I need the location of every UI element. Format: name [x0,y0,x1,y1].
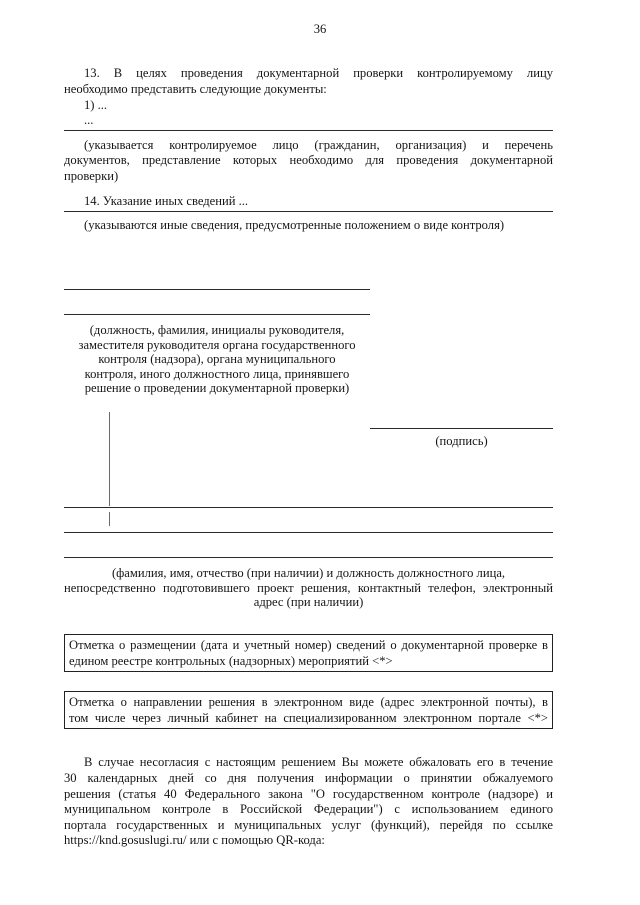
page-number: 36 [313,22,327,36]
official-caption-line2: заместителя руководителя органа государственного [78,337,356,352]
preparer-line-2 [64,532,553,533]
official-caption-line3: контроля (надзора), органа муниципального [98,352,336,367]
registry-mark-line1: Отметка о размещении (дата и учетный номер) сведений о документарной проверке в [69,638,548,652]
appeal-line1: В случае несогласия с настоящим решением Вы можете обжаловать его в течение [84,755,553,769]
scan-mark [109,512,110,526]
appeal-line4: муниципальном контроле в Российской Федерации") с использованием единого [64,802,553,817]
preparer-caption-line1: (фамилия, имя, отчество (при наличии) и должность должностного лица, [111,566,506,580]
preparer-line-3 [64,557,553,558]
note-13-line1: (указывается контролируемое лицо (гражданин, организация) и перечень [84,138,553,152]
preparer-caption-line3: адрес (при наличии) [253,595,364,610]
item-13-list-first: 1) ... [84,98,108,112]
preparer-line-1 [64,507,553,508]
appeal-line2: 30 календарных дней со дня получения информации о принятии обжалуемого [64,771,553,785]
note-13 [84,138,553,154]
item-13-heading [84,66,553,82]
appeal-line5: портала государственных и муниципальных услуг (функций), перейдя по ссылке [64,817,553,832]
item-14-text: 14. Указание иных сведений ... [84,194,249,208]
note-13-line3: проверки) [64,169,119,183]
signature-caption: (подпись) [435,434,488,448]
note-13-cont [64,153,553,169]
official-caption-line5: решение о проведении документарной проверки) [84,381,350,396]
item-13-list-more: ... [84,113,94,127]
item-14-note: (указываются иные сведения, предусмотренные положением о виде контроля) [84,218,505,232]
official-caption-line4: контроля, иного должностного лица, принявшего [84,366,350,381]
appeal-body [64,771,553,849]
appeal-first [84,755,553,771]
electronic-mark-line2: том числе через личный кабинет на специализированном электронном портале <*> [69,710,548,725]
scan-mark [109,412,110,506]
official-caption-line1: (должность, фамилия, инициалы руководителя, [89,323,345,337]
signature-line [370,428,553,429]
official-caption [64,323,370,396]
electronic-mark-box [64,691,553,729]
item-13-line1: 13. В целях проведения документарной проверки контролируемому лицу [84,66,553,80]
item-14-fill-line [64,211,553,212]
preparer-caption-line2: непосредственно подготовившего проект решения, контактный телефон, электронный [64,580,553,595]
appeal-line3: решения (статья 40 Федерального закона "О государственном контроле (надзоре) и [64,786,553,801]
preparer-caption [64,566,553,610]
item-13-fill-line [64,130,553,131]
electronic-mark-line1: Отметка о направлении решения в электронном виде (адрес электронной почты), в [69,695,548,709]
official-line-1 [64,289,370,290]
registry-mark-line2: едином реестре контрольных (надзорных) мероприятий <*> [69,653,393,668]
appeal-line6: https://knd.gosuslugi.ru/ или с помощью QR-кода: [64,833,325,848]
note-13-line2: документов, представление которых необходимо для проведения документарной [64,153,553,167]
registry-mark-box [64,634,553,672]
item-13-line2: необходимо представить следующие документы: [64,82,327,96]
official-line-2 [64,314,370,315]
